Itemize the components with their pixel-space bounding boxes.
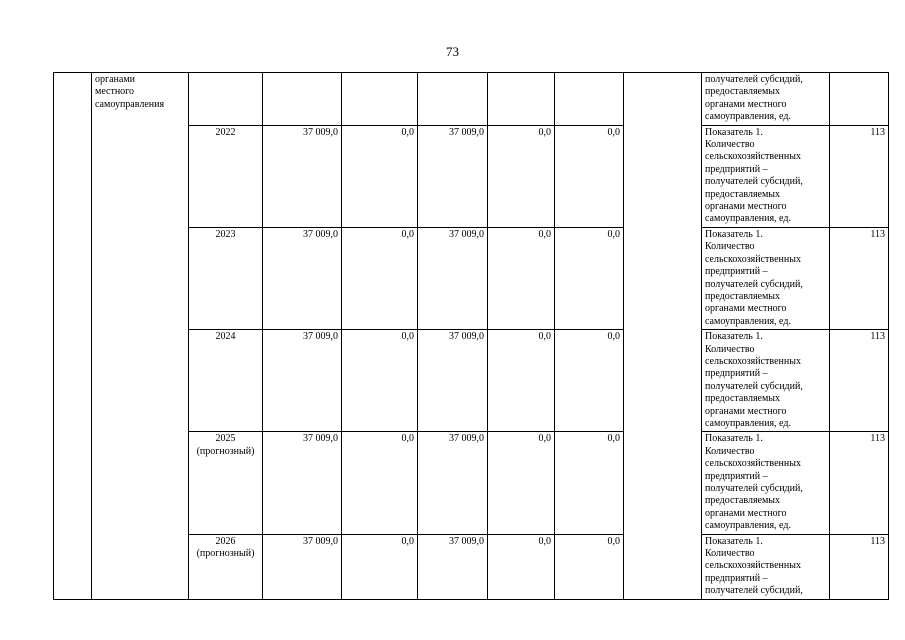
regional-cell: 37 009,0 xyxy=(418,125,488,227)
year-cell: 2026 (прогнозный) xyxy=(189,534,263,599)
indicator-value-cell: 113 xyxy=(830,432,889,534)
indicator-cell: Показатель 1. Количество сельскохозяйственных предприятий – получателей субсидий, предоставляемых органами местного самоуправления, ед. xyxy=(702,330,830,432)
local-cell: 0,0 xyxy=(488,227,555,329)
total-cell: 37 009,0 xyxy=(263,432,342,534)
indicator-cell: Показатель 1. Количество сельскохозяйственных предприятий – получателей субсидий, предоставляемых органами местного самоуправления, ед. xyxy=(702,432,830,534)
other-cell: 0,0 xyxy=(555,125,624,227)
indicator-cell: Показатель 1. Количество сельскохозяйственных предприятий – получателей субсидий, предоставляемых органами местного самоуправления, ед. xyxy=(702,125,830,227)
empty-column-cell xyxy=(624,73,702,600)
local-cell: 0,0 xyxy=(488,534,555,599)
local-cell xyxy=(488,73,555,126)
federal-cell: 0,0 xyxy=(342,227,418,329)
local-cell: 0,0 xyxy=(488,432,555,534)
program-table xyxy=(53,72,889,600)
regional-cell xyxy=(418,73,488,126)
total-cell xyxy=(263,73,342,126)
year-cell: 2022 xyxy=(189,125,263,227)
federal-cell: 0,0 xyxy=(342,330,418,432)
year-cell: 2024 xyxy=(189,330,263,432)
regional-cell: 37 009,0 xyxy=(418,534,488,599)
federal-cell: 0,0 xyxy=(342,125,418,227)
indicator-cell: Показатель 1. Количество сельскохозяйственных предприятий – получателей субсидий, предоставляемых органами местного самоуправления, ед. xyxy=(702,227,830,329)
indicator-cell: получателей субсидий, предоставляемых органами местного самоуправления, ед. xyxy=(702,73,830,126)
year-cell: 2025 (прогнозный) xyxy=(189,432,263,534)
indicator-value-cell: 113 xyxy=(830,330,889,432)
year-cell: 2023 xyxy=(189,227,263,329)
federal-cell: 0,0 xyxy=(342,534,418,599)
other-cell: 0,0 xyxy=(555,534,624,599)
other-cell: 0,0 xyxy=(555,330,624,432)
indicator-value-cell: 113 xyxy=(830,227,889,329)
number-column-cell xyxy=(54,73,92,600)
local-cell: 0,0 xyxy=(488,330,555,432)
total-cell: 37 009,0 xyxy=(263,330,342,432)
page-number: 73 xyxy=(446,44,459,59)
table-row xyxy=(54,73,889,126)
indicator-value-cell: 113 xyxy=(830,534,889,599)
year-cell xyxy=(189,73,263,126)
regional-cell: 37 009,0 xyxy=(418,330,488,432)
executor-cell: органами местного самоуправления xyxy=(92,73,189,600)
total-cell: 37 009,0 xyxy=(263,125,342,227)
total-cell: 37 009,0 xyxy=(263,534,342,599)
other-cell: 0,0 xyxy=(555,432,624,534)
federal-cell: 0,0 xyxy=(342,432,418,534)
regional-cell: 37 009,0 xyxy=(418,432,488,534)
local-cell: 0,0 xyxy=(488,125,555,227)
federal-cell xyxy=(342,73,418,126)
indicator-value-cell: 113 xyxy=(830,125,889,227)
regional-cell: 37 009,0 xyxy=(418,227,488,329)
other-cell: 0,0 xyxy=(555,227,624,329)
indicator-value-cell xyxy=(830,73,889,126)
total-cell: 37 009,0 xyxy=(263,227,342,329)
indicator-cell: Показатель 1. Количество сельскохозяйственных предприятий – получателей субсидий, xyxy=(702,534,830,599)
other-cell xyxy=(555,73,624,126)
